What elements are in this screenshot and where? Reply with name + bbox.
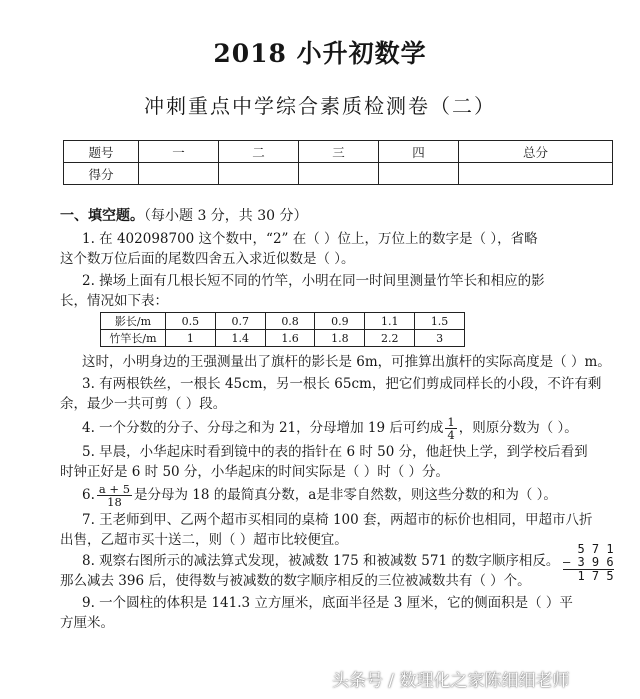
score-header-cell: 一 (139, 141, 219, 163)
shadow-cell: 0.5 (166, 313, 216, 330)
page-subtitle: 冲刺重点中学综合素质检测卷（二） (144, 94, 496, 118)
score-cell[interactable] (219, 163, 299, 185)
shadow-cell: 0.9 (315, 313, 365, 330)
question-2-line-1: 2. 操场上面有几根长短不同的竹竿，小明在同一时间里测量竹竿长和相应的影 (82, 273, 545, 289)
section-title: 一、填空题。 (60, 208, 144, 224)
pole-cell: 1 (166, 330, 216, 347)
subtraction-result: 1 7 5 (563, 569, 614, 583)
score-header-cell: 题号 (64, 141, 139, 163)
question-8-line-1: 8. 观察右图所示的减法算式发现，被减数 175 和被减数 571 的数字顺序相反。 (82, 553, 560, 569)
shadow-length-table (100, 312, 465, 347)
shadow-cell: 0.8 (265, 313, 315, 330)
question-9-line-1: 9. 一个圆柱的体积是 141.3 立方厘米，底面半径是 3 厘米，它的侧面积是（ ）平 (82, 595, 573, 611)
question-1-line-2: 这个数万位后面的尾数四舍五入求近似数是（ ）。 (60, 251, 355, 267)
question-5-line-2: 时钟正好是 6 时 50 分，小华起床的时间实际是（ ）时（ ）分。 (60, 464, 450, 480)
question-4 (60, 416, 640, 441)
question-4-tail: ，则原分数为（ ）。 (458, 420, 578, 436)
question-2-line-2: 长，情况如下表： (60, 293, 168, 309)
score-header-cell: 二 (219, 141, 299, 163)
score-cell[interactable] (459, 163, 613, 185)
shadow-row-label: 影长/m (101, 313, 166, 330)
fraction-numerator: a + 5 (98, 482, 131, 496)
question-5-line-1: 5. 早晨，小华起床时看到镜中的表的指针在 6 时 50 分，他赶快上学，到学校后看到 (82, 444, 588, 460)
subtraction-figure (563, 543, 614, 583)
fraction-a-plus-5-over-18 (97, 483, 132, 508)
score-table (63, 140, 613, 185)
table-row (64, 141, 613, 163)
subtraction-subtrahend: – 3 9 6 (563, 555, 614, 569)
page-title: 2018 小升初数学 (213, 39, 427, 68)
fraction-denominator: 18 (107, 495, 122, 509)
pole-cell: 2.2 (365, 330, 415, 347)
question-2-line-3: 这时，小明身边的王强测量出了旗杆的影长是 6m，可推算出旗杆的实际高度是（ ）m。 (82, 354, 611, 370)
pole-row-label: 竹竿长/m (101, 330, 166, 347)
question-3-line-2: 余，最少一共可剪（ ）段。 (60, 396, 227, 412)
question-6-text: 是分母为 18 的最简真分数，a是非零自然数，则这些分数的和为（ ）。 (134, 487, 557, 503)
shadow-cell: 1.5 (415, 313, 465, 330)
score-cell[interactable] (139, 163, 219, 185)
table-row (101, 313, 465, 330)
question-4-text: 4. 一个分数的分子、分母之和为 21，分母增加 19 后可约成 (82, 420, 444, 436)
pole-cell: 3 (415, 330, 465, 347)
score-header-cell: 总分 (459, 141, 613, 163)
score-label-cell: 得分 (64, 163, 139, 185)
fraction-one-quarter (445, 416, 456, 441)
shadow-cell: 0.7 (215, 313, 265, 330)
fraction-numerator: 1 (447, 415, 455, 429)
score-cell[interactable] (379, 163, 459, 185)
shadow-cell: 1.1 (365, 313, 415, 330)
question-7-line-1: 7. 王老师到甲、乙两个超市买相同的桌椅 100 套，两超市的标价也相同，甲超市八折 (82, 512, 593, 528)
section-note: （每小题 3 分，共 30 分） (144, 208, 308, 224)
pole-cell: 1.6 (265, 330, 315, 347)
watermark-footer: 头条号 / 数理化之家陈细细老师 (332, 671, 570, 691)
section-heading (60, 205, 308, 225)
table-row (64, 163, 613, 185)
fraction-denominator: 4 (447, 428, 455, 442)
question-3-line-1: 3. 有两根铁丝，一根长 45cm，另一根长 65cm，把它们剪成同样长的小段，不许有剩 (82, 376, 602, 392)
score-header-cell: 三 (299, 141, 379, 163)
score-cell[interactable] (299, 163, 379, 185)
question-6 (60, 483, 640, 508)
question-7-line-2: 出售，乙超市买十送二，则（ ）超市比较便宜。 (60, 532, 348, 548)
subtraction-minuend: 5 7 1 (577, 542, 614, 556)
question-8-line-2: 那么减去 396 后，使得数与被减数的数字顺序相反的三位被减数共有（ ）个。 (60, 573, 531, 589)
question-9-line-2: 方厘米。 (60, 615, 114, 631)
table-row (101, 330, 465, 347)
pole-cell: 1.8 (315, 330, 365, 347)
pole-cell: 1.4 (215, 330, 265, 347)
question-6-number: 6. (82, 487, 95, 503)
score-header-cell: 四 (379, 141, 459, 163)
question-1-line-1: 1. 在 402098700 这个数中，“2” 在（ ）位上，万位上的数字是（ ），省略 (82, 231, 538, 247)
